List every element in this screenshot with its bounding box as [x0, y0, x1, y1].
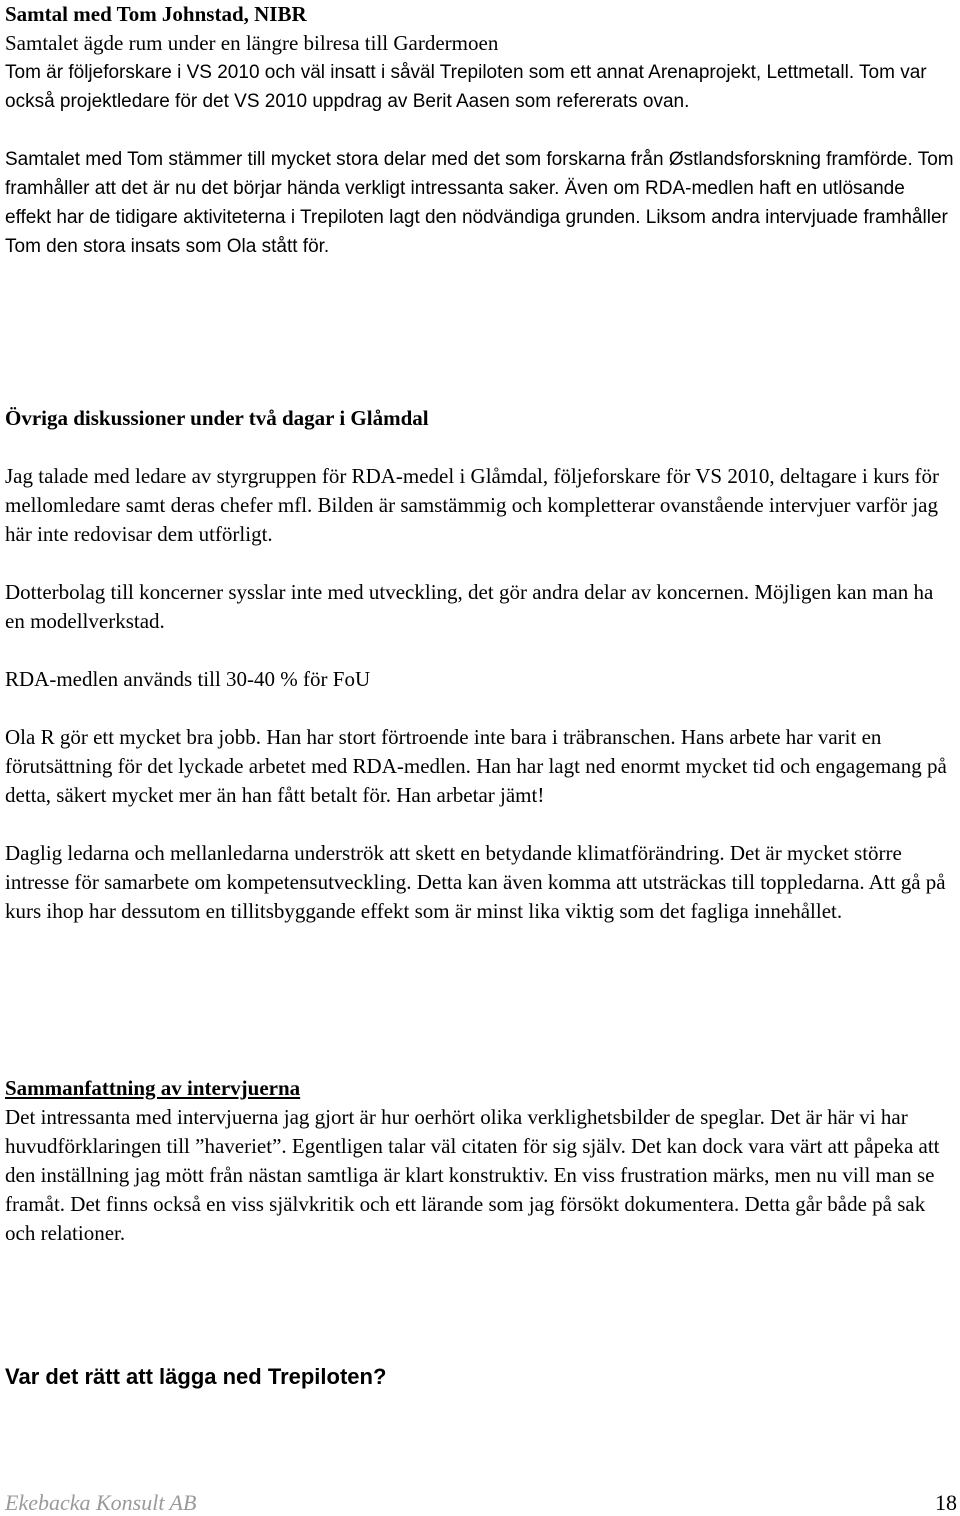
footer-company: Ekebacka Konsult AB: [5, 1490, 197, 1515]
section-interview-tom: [5, 0, 955, 261]
paragraph-glamdal-2: Dotterbolag till koncerner sysslar inte med utveckling, det gör andra delar av koncernen. Möjligen kan man ha en modellverkstad.: [5, 580, 934, 633]
section-other-discussions: [5, 404, 955, 926]
paragraph-glamdal-1: Jag talade med ledare av styrgruppen för RDA-medel i Glåmdal, följeforskare för VS 2010, deltagare i kurs för mellomledare samt deras chefer mfl. Bilden är samstämmig och kompletterar ovanstående intervjuer varför jag här inte redovisar dem utförligt.: [5, 464, 940, 546]
section-summary: [5, 1074, 955, 1248]
paragraph-glamdal-5: Daglig ledarna och mellanledarna underströk att skett en betydande klimatförändring. Det är mycket större intresse för samarbete om kompetensutveckling. Detta kan även komma att utsträckas till toppledarna. Att gå på kurs ihop har dessutom en tillitsbyggande effekt som är minst lika viktig som det fagliga innehållet.: [5, 841, 946, 923]
paragraph-glamdal-4: Ola R gör ett mycket bra jobb. Han har stort förtroende inte bara i träbranschen. Hans arbete har varit en förutsättning för det lyckade arbetet med RDA-medlen. Han har lagt ned enormt mycket tid och engagemang på detta, säkert mycket mer än han fått betalt för. Han arbetar jämt!: [5, 725, 947, 807]
page-footer: [5, 1490, 957, 1516]
paragraph-summary: Det intressanta med intervjuerna jag gjort är hur oerhört olika verklighetsbilder de speglar. Det är här vi har huvudförklaringen till ”haveriet”. Egentligen talar väl citaten för sig själv. Det kan dock vara värt att påpeka att den inställning jag mött från nästan samtliga är klart konstruktiv. En viss frustration märks, men nu vill man se framåt. Det finns också en viss självkritik och ett lärande som jag försökt dokumentera. Detta går både på sak och relationer.: [5, 1105, 940, 1245]
section-heading-question: Var det rätt att lägga ned Trepiloten?: [5, 1364, 387, 1389]
paragraph-glamdal-3: RDA-medlen används till 30-40 % för FoU: [5, 667, 371, 691]
section-question: [5, 1362, 955, 1392]
paragraph-tom-summary: Samtalet med Tom stämmer till mycket stora delar med det som forskarna från Østlandsforskning framförde. Tom framhåller att det är nu det börjar hända verkligt intressanta saker. Även om RDA-medlen haft en utlösande effekt har de tidigare aktiviteterna i Trepiloten lagt den nödvändiga grunden. Liksom andra intervjuade framhåller Tom den stora insats som Ola stått för.: [5, 149, 954, 257]
footer-page-number: 18: [935, 1490, 957, 1515]
section-heading-tom: Samtal med Tom Johnstad, NIBR: [5, 2, 307, 26]
paragraph-tom-role: Tom är följeforskare i VS 2010 och väl insatt i såväl Trepiloten som ett annat Arenaprojekt, Lettmetall. Tom var också projektledare för det VS 2010 uppdrag av Berit Aasen som refererats ovan.: [5, 62, 927, 112]
paragraph-trip: Samtalet ägde rum under en längre bilresa till Gardermoen: [5, 31, 499, 55]
section-heading-glamdal: Övriga diskussioner under två dagar i Glåmdal: [5, 406, 429, 430]
section-heading-summary: Sammanfattning av intervjuerna: [5, 1076, 301, 1100]
